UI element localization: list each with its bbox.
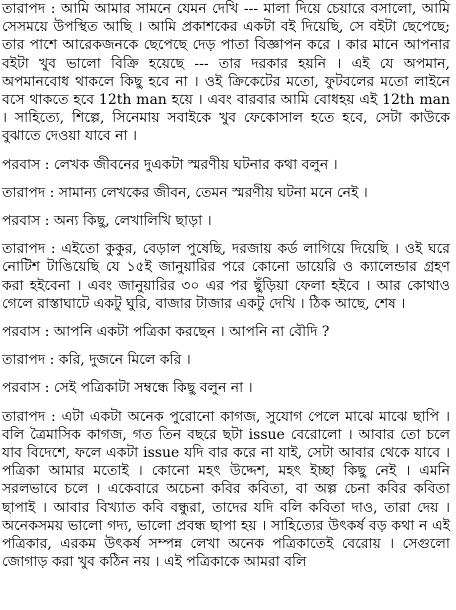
paragraph-gap — [2, 146, 450, 156]
question-memorable-events: পরবাস : লেখক জীবনের দুএকটা স্মরণীয় ঘটনার কথা বলুন । — [2, 156, 338, 173]
answer-magazine: তারাপদ : করি, দুজনে মিলে করি । — [2, 352, 191, 369]
question-about-magazine: পরবাস : সেই পত্রিকাটা সম্বন্ধে কিছু বলুন না । — [2, 380, 253, 397]
paragraph-gap — [2, 398, 450, 408]
paragraph-gap — [2, 313, 450, 323]
answer-about-magazine: তারাপদ : এটা একটা অনেক পুরোনো কাগজ, সুযোগ পেলে মাঝে মাঝে ছাপি । বলি ত্রৈমাসিক কাগজ, গত তিন বছরে ছটা issue বেরোলো । আবার তো চলে যাব বিদেশে, ফলে একটা issue যদি বার করে না যাই, সেটা আবার থেকে যাবে । পত্রিকা আমার মতোই । কোনো মহৎ উদ্দেশ, মহৎ ইচ্ছা কিছু নেই । এমনি সরলভাবে চলে । একেবারে অচেনা কবির কবিতা, বা অল্প চেনা কবির কবিতা ছাপাই । আবার বিখ্যাত কবি বন্ধুরা, তাদের যদি বলি কবিতা দাও, তারা দেয় । অনেকসময় ভালো গদ্য, ভালো প্রবন্ধ ছাপা হয় । সাহিত্যের উৎকর্ষ বড় কথা ন এই পত্রিকার, এরকম উৎকর্ষ সম্পন্ন লেখা অনেক পত্রিকাতেই বেরোয় । সেগুলো জোগাড় করা খুব কঠিন নয় । এই পত্রিকাকে আমরা বলি — [2, 408, 450, 571]
paragraph-gap — [2, 369, 450, 379]
question-magazine: পরবাস : আপনি একটা পত্রিকা করছেন । আপনি না বৌদি ? — [2, 324, 330, 341]
answer-paragraph-publishers: তারাপদ : আমি আমার সামনে যেমন দেখি --- মালা দিয়ে চেয়ারে বসালো, আমি সেসময়ে উপস্থিত আছি । আমি প্রকাশকের একটা বই দিয়েছি, সে বইটা ছেপেছে; তার পাশে আরেকজনকে ছেপেছে দেড় পাতা বিজ্ঞাপন করে । কার মানে আপনার বইটা খুব ভালো বিক্রি হয়েছে --- তার দরকার হয়নি । এই যে অপমান, অপমানবোধ থাকলে কিছু হবে না । ওই ক্রিকেটের মতো, ফুটবলের মতো লাইনে বসে থাকতে হবে 12th man হয়ে । এবং বারবার আমি বোধহয় এই 12th man । সাহিত্যে, শিল্পে, সিনেমায় সবাইকে খুব ফেকোসাল হতে হবে, সেটা কাউকে বুঝাতে দেওয়া যাবে না । — [2, 1, 450, 145]
paragraph-gap — [2, 230, 450, 240]
answer-other-things: তারাপদ : এইতো কুকুর, বেড়াল পুষেছি, দরজায় কর্ড লাগিয়ে দিয়েছি । ওই ঘরে নোটিশ টাঙিয়েছি যে ১৫ই জানুয়ারির পরে কোনো ডায়েরি ও ক্যালেন্ডার গ্রহণ করা হইবেনা । এবং জানুয়ারির ৩০ এর পর ছুঁড়িয়া ফেলা হইবে । আর কোথাও গেলে রাস্তাঘাটে একটু ঘুরি, বাজার টাজার একটু দেখি । ঠিক আছে, শেষ । — [2, 241, 450, 312]
paragraph-gap — [2, 174, 450, 184]
paragraph-gap — [2, 341, 450, 351]
paragraph-gap — [2, 202, 450, 212]
answer-memorable-events: তারাপদ : সামান্য লেখকের জীবন, তেমন স্মরণীয় ঘটনা মনে নেই । — [2, 184, 368, 201]
question-other-things: পরবাস : অন্য কিছু, লেখালিখি ছাড়া । — [2, 213, 212, 230]
